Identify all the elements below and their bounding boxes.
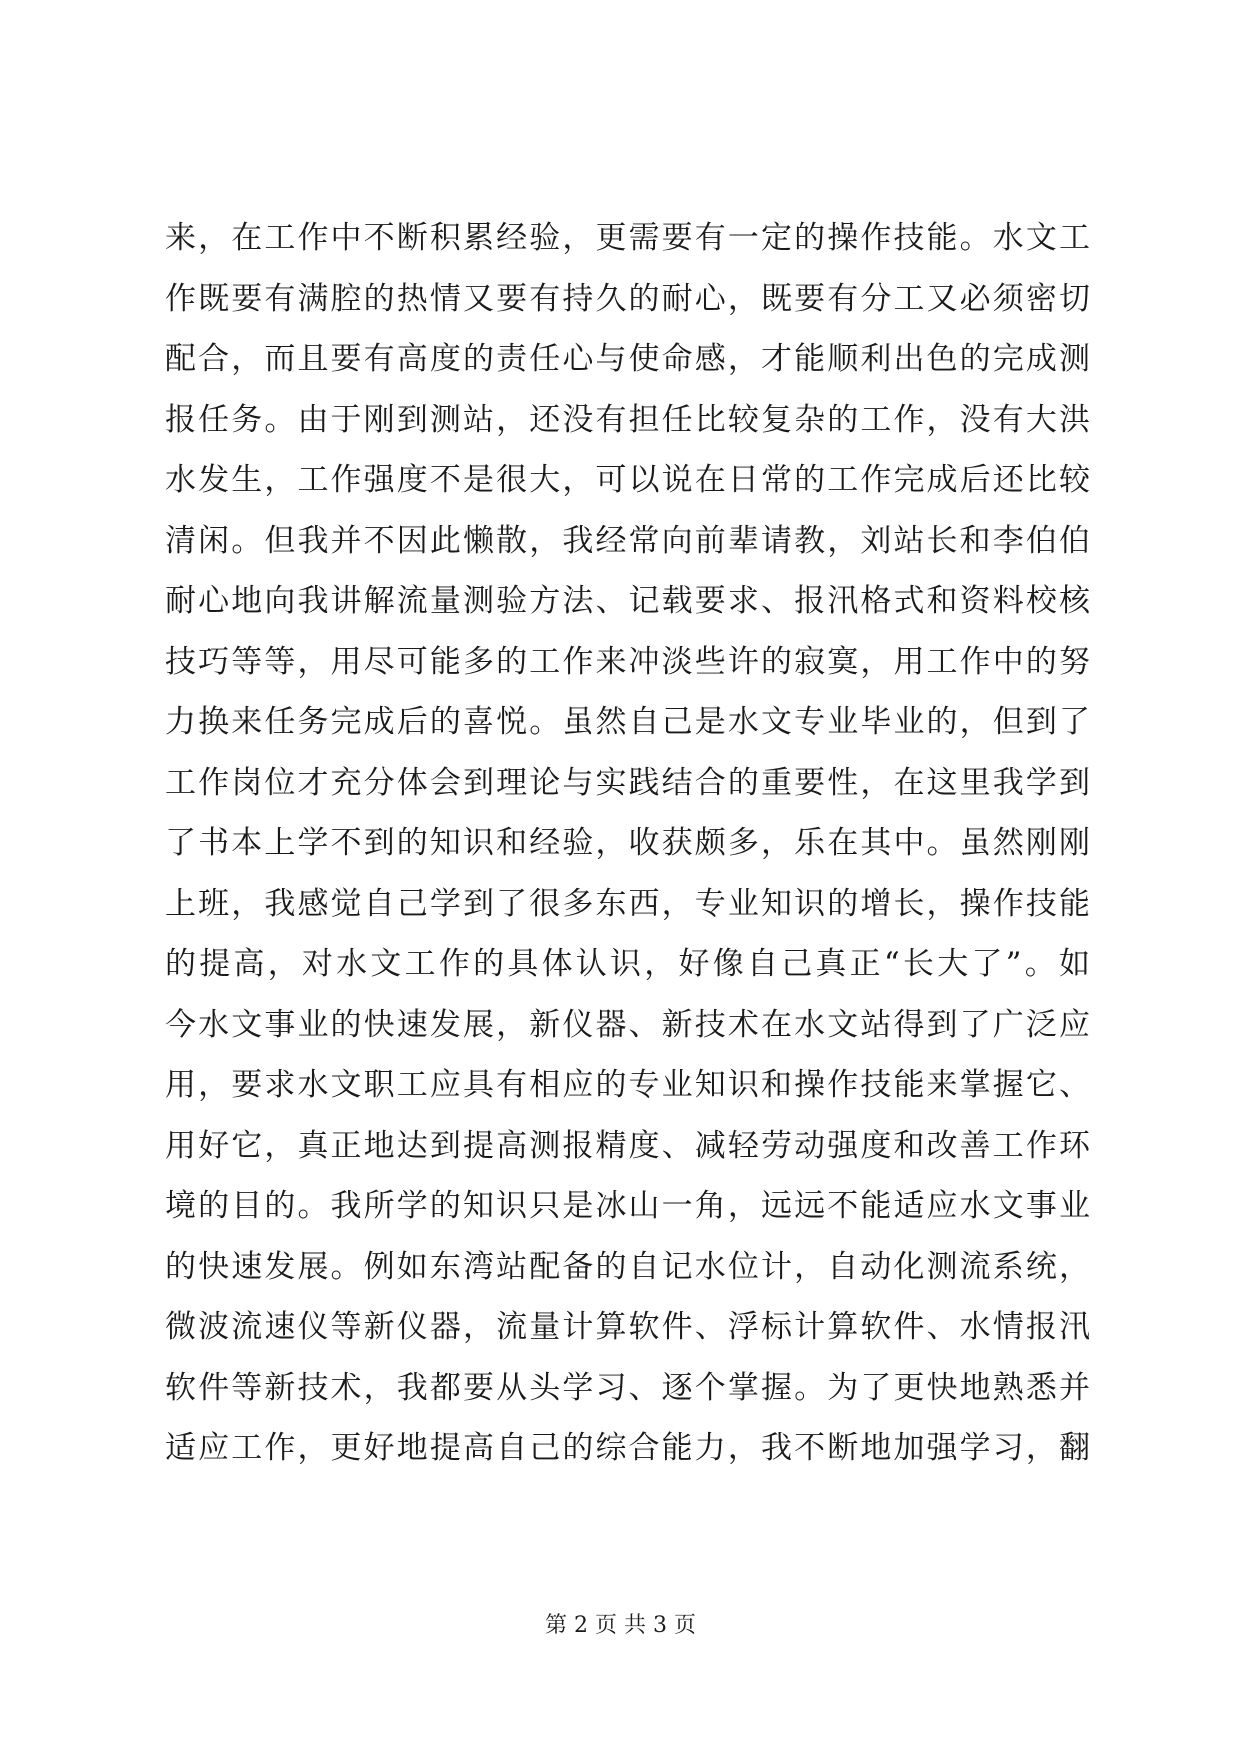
text-line: 配合，而且要有高度的责任心与使命感，才能顺利出色的完成测 (165, 341, 1090, 377)
text-line: 的提高，对水文工作的具体认识，好像自己真正“长大了”。如 (165, 946, 1090, 982)
text-line: 适应工作，更好地提高自己的综合能力，我不断地加强学习，翻 (165, 1430, 1090, 1466)
text-line: 清闲。但我并不因此懒散，我经常向前辈请教，刘站长和李伯伯 (165, 522, 1090, 559)
text-line: 作既要有满腔的热情又要有持久的耐心，既要有分工又必须密切 (165, 280, 1090, 317)
text-line: 工作岗位才充分体会到理论与实践结合的重要性，在这里我学到 (165, 764, 1090, 801)
text-line: 水发生，工作强度不是很大，可以说在日常的工作完成后还比较 (165, 462, 1090, 498)
body-text (165, 208, 1090, 1479)
text-line: 了书本上学不到的知识和经验，收获颇多，乐在其中。虽然刚刚 (165, 825, 1090, 861)
text-line: 用好它，真正地达到提高测报精度、减轻劳动强度和改善工作环 (165, 1127, 1090, 1164)
text-line: 用，要求水文职工应具有相应的专业知识和操作技能来掌握它、 (165, 1067, 1090, 1103)
text-line: 耐心地向我讲解流量测验方法、记载要求、报汛格式和资料校核 (165, 583, 1090, 619)
text-line: 上班，我感觉自己学到了很多东西，专业知识的增长，操作技能 (165, 885, 1090, 922)
text-line: 力换来任务完成后的喜悦。虽然自己是水文专业毕业的，但到了 (165, 704, 1090, 740)
page-footer: 第 2 页 共 3 页 (545, 1613, 696, 1638)
text-line: 软件等新技术，我都要从头学习、逐个掌握。为了更快地熟悉并 (165, 1369, 1090, 1406)
text-line: 来，在工作中不断积累经验，更需要有一定的操作技能。水文工 (165, 220, 1090, 256)
text-line: 的快速发展。例如东湾站配备的自记水位计，自动化测流系统， (165, 1248, 1090, 1285)
text-line: 报任务。由于刚到测站，还没有担任比较复杂的工作，没有大洪 (165, 401, 1090, 438)
text-line: 今水文事业的快速发展，新仪器、新技术在水文站得到了广泛应 (165, 1006, 1090, 1043)
text-line: 境的目的。我所学的知识只是冰山一角，远远不能适应水文事业 (165, 1188, 1090, 1224)
text-line: 微波流速仪等新仪器，流量计算软件、浮标计算软件、水情报汛 (165, 1309, 1090, 1345)
text-line: 技巧等等，用尽可能多的工作来冲淡些许的寂寞，用工作中的努 (165, 643, 1090, 680)
